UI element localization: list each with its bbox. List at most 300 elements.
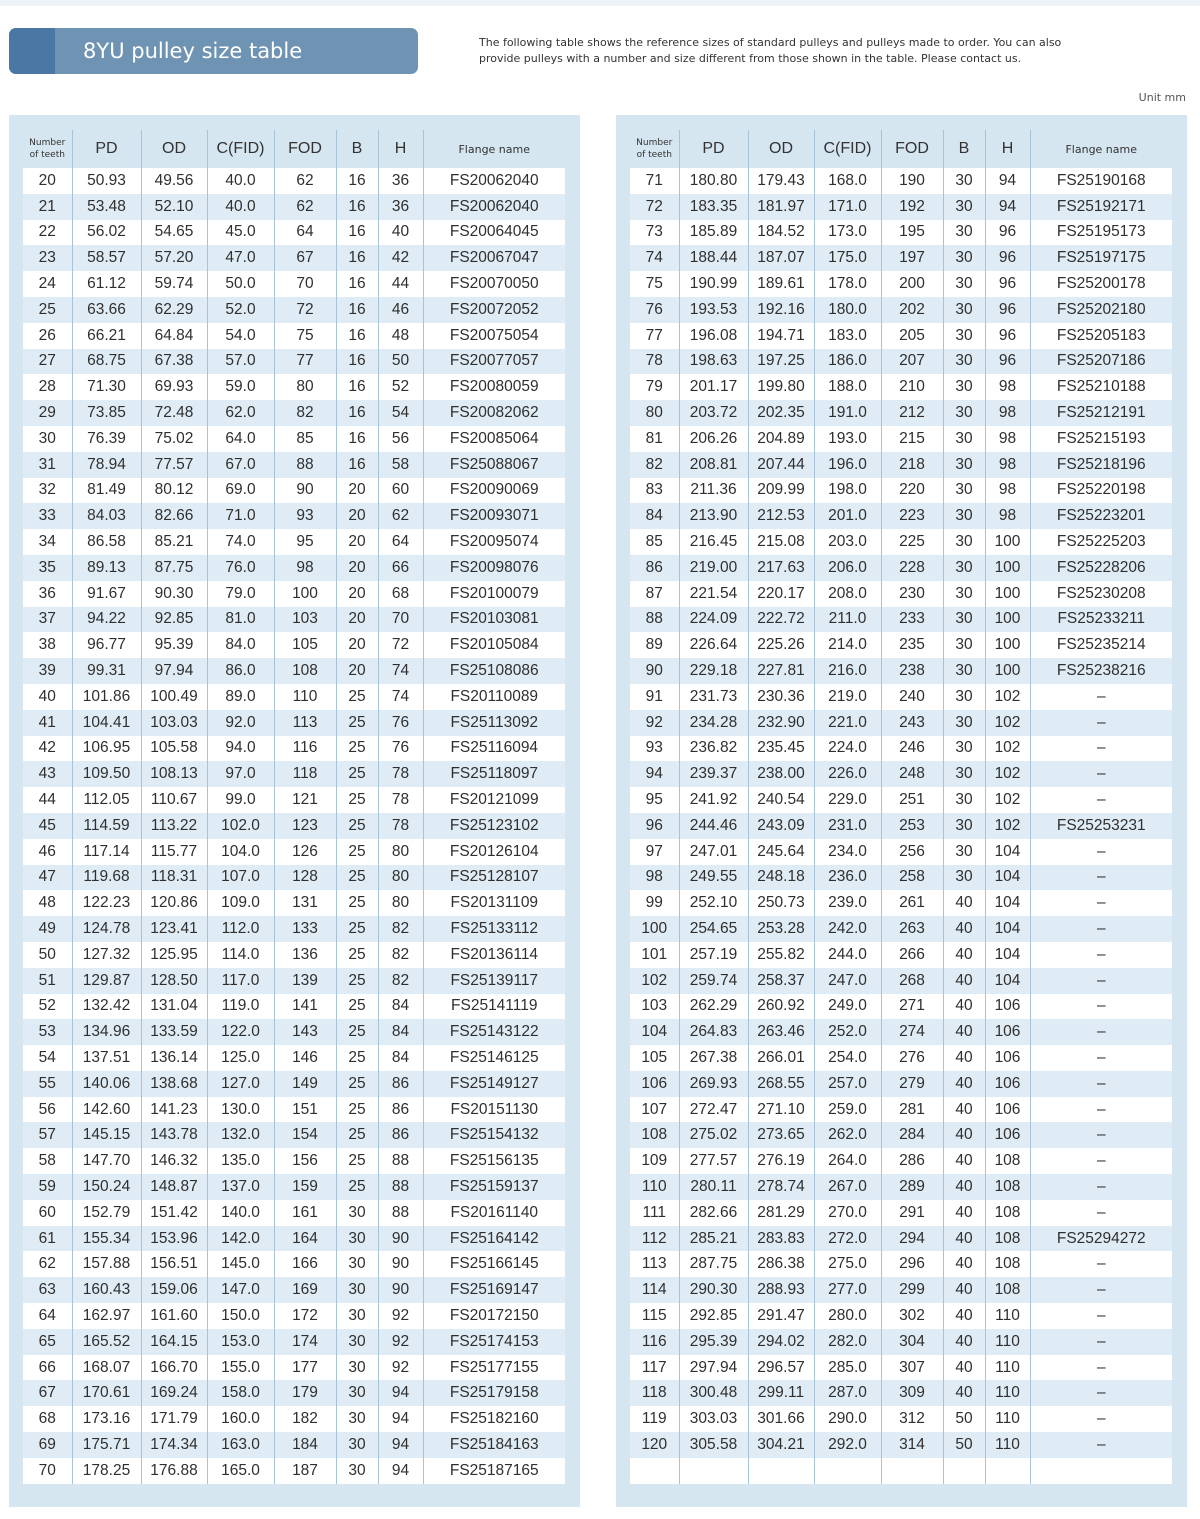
cell-b: 40 [943, 890, 985, 916]
cell-pd: 193.53 [679, 297, 748, 323]
cell-h: 76 [378, 710, 423, 736]
top-divider [0, 0, 1200, 6]
cell-h: 98 [985, 426, 1030, 452]
cell-teeth: 51 [23, 968, 72, 994]
cell-b: 25 [336, 787, 378, 813]
cell-pd: 112.05 [72, 787, 141, 813]
cell-pd: 287.75 [679, 1251, 748, 1277]
cell-cfid: 127.0 [207, 1071, 274, 1097]
cell-flange-name: – [1030, 839, 1172, 865]
cell-fod: 215 [881, 426, 943, 452]
cell-od: 301.66 [748, 1406, 814, 1432]
cell-h: 100 [985, 607, 1030, 633]
cell-fod: 149 [274, 1071, 336, 1097]
cell-flange-name: FS20090069 [423, 478, 565, 504]
cell-h: 96 [985, 271, 1030, 297]
cell-teeth: 104 [630, 1019, 679, 1045]
cell-pd: 145.15 [72, 1122, 141, 1148]
cell-pd: 285.21 [679, 1226, 748, 1252]
cell-cfid: 158.0 [207, 1380, 274, 1406]
cell-fod: 197 [881, 245, 943, 271]
cell-od: 87.75 [141, 555, 207, 581]
cell-fod: 90 [274, 478, 336, 504]
cell-od: 189.61 [748, 271, 814, 297]
empty-cell [943, 1458, 985, 1484]
cell-pd: 122.23 [72, 890, 141, 916]
cell-pd: 277.57 [679, 1148, 748, 1174]
cell-flange-name: – [1030, 1251, 1172, 1277]
table-row [23, 1251, 565, 1277]
cell-cfid: 239.0 [814, 890, 881, 916]
cell-teeth: 76 [630, 297, 679, 323]
cell-od: 113.22 [141, 813, 207, 839]
cell-pd: 282.66 [679, 1200, 748, 1226]
cell-cfid: 117.0 [207, 968, 274, 994]
cell-od: 304.21 [748, 1432, 814, 1458]
table-row [23, 529, 565, 555]
cell-od: 110.67 [141, 787, 207, 813]
cell-od: 151.42 [141, 1200, 207, 1226]
cell-teeth: 92 [630, 710, 679, 736]
cell-od: 141.23 [141, 1097, 207, 1123]
cell-od: 108.13 [141, 761, 207, 787]
cell-pd: 132.42 [72, 994, 141, 1020]
cell-fod: 116 [274, 736, 336, 762]
cell-pd: 56.02 [72, 220, 141, 246]
cell-fod: 207 [881, 349, 943, 375]
cell-od: 271.10 [748, 1097, 814, 1123]
cell-flange-name: FS25139117 [423, 968, 565, 994]
cell-b: 20 [336, 607, 378, 633]
cell-fod: 299 [881, 1277, 943, 1303]
cell-teeth: 84 [630, 503, 679, 529]
cell-od: 64.84 [141, 323, 207, 349]
cell-od: 125.95 [141, 942, 207, 968]
cell-pd: 53.48 [72, 194, 141, 220]
cell-od: 215.08 [748, 529, 814, 555]
cell-od: 227.81 [748, 658, 814, 684]
cell-fod: 184 [274, 1432, 336, 1458]
cell-flange-name: FS25294272 [1030, 1226, 1172, 1252]
cell-fod: 235 [881, 632, 943, 658]
cell-pd: 170.61 [72, 1380, 141, 1406]
cell-flange-name: FS20077057 [423, 349, 565, 375]
cell-cfid: 188.0 [814, 374, 881, 400]
cell-h: 94 [378, 1458, 423, 1484]
cell-od: 97.94 [141, 658, 207, 684]
cell-flange-name: FS20110089 [423, 684, 565, 710]
cell-pd: 297.94 [679, 1355, 748, 1381]
cell-od: 100.49 [141, 684, 207, 710]
cell-b: 20 [336, 581, 378, 607]
table-row [630, 1226, 1172, 1252]
cell-flange-name: FS25164142 [423, 1226, 565, 1252]
cell-pd: 229.18 [679, 658, 748, 684]
cell-fod: 289 [881, 1174, 943, 1200]
cell-od: 80.12 [141, 478, 207, 504]
cell-fod: 131 [274, 890, 336, 916]
cell-teeth: 74 [630, 245, 679, 271]
cell-teeth: 66 [23, 1355, 72, 1381]
cell-fod: 228 [881, 555, 943, 581]
table-row [23, 1071, 565, 1097]
table-row-empty [630, 1458, 1172, 1484]
cell-pd: 61.12 [72, 271, 141, 297]
table-row [23, 478, 565, 504]
cell-teeth: 116 [630, 1329, 679, 1355]
cell-h: 36 [378, 194, 423, 220]
table-row [23, 1019, 565, 1045]
cell-fod: 80 [274, 374, 336, 400]
cell-cfid: 257.0 [814, 1071, 881, 1097]
cell-teeth: 119 [630, 1406, 679, 1432]
cell-od: 49.56 [141, 168, 207, 194]
cell-h: 88 [378, 1200, 423, 1226]
cell-od: 82.66 [141, 503, 207, 529]
table-row [630, 1277, 1172, 1303]
cell-flange-name: FS25212191 [1030, 400, 1172, 426]
table-row [630, 581, 1172, 607]
cell-h: 110 [985, 1380, 1030, 1406]
cell-flange-name: FS20095074 [423, 529, 565, 555]
cell-b: 16 [336, 220, 378, 246]
cell-h: 98 [985, 503, 1030, 529]
cell-od: 212.53 [748, 503, 814, 529]
cell-cfid: 125.0 [207, 1045, 274, 1071]
header-fod: FOD [274, 130, 336, 168]
cell-pd: 160.43 [72, 1277, 141, 1303]
cell-fod: 276 [881, 1045, 943, 1071]
cell-fod: 258 [881, 865, 943, 891]
table-row [23, 555, 565, 581]
cell-b: 25 [336, 994, 378, 1020]
cell-teeth: 21 [23, 194, 72, 220]
cell-flange-name: – [1030, 787, 1172, 813]
cell-od: 67.38 [141, 349, 207, 375]
cell-fod: 284 [881, 1122, 943, 1148]
cell-fod: 220 [881, 478, 943, 504]
cell-od: 90.30 [141, 581, 207, 607]
table-row [630, 245, 1172, 271]
cell-fod: 133 [274, 916, 336, 942]
cell-teeth: 105 [630, 1045, 679, 1071]
cell-od: 171.79 [141, 1406, 207, 1432]
cell-h: 46 [378, 297, 423, 323]
cell-b: 25 [336, 1019, 378, 1045]
cell-teeth: 90 [630, 658, 679, 684]
cell-cfid: 282.0 [814, 1329, 881, 1355]
cell-pd: 114.59 [72, 813, 141, 839]
cell-flange-name: FS25154132 [423, 1122, 565, 1148]
cell-teeth: 29 [23, 400, 72, 426]
cell-teeth: 95 [630, 787, 679, 813]
cell-h: 94 [378, 1380, 423, 1406]
cell-flange-name: FS25169147 [423, 1277, 565, 1303]
cell-b: 30 [336, 1380, 378, 1406]
cell-fod: 240 [881, 684, 943, 710]
cell-h: 104 [985, 865, 1030, 891]
cell-od: 209.99 [748, 478, 814, 504]
cell-fod: 128 [274, 865, 336, 891]
cell-b: 30 [943, 710, 985, 736]
cell-cfid: 224.0 [814, 736, 881, 762]
cell-cfid: 122.0 [207, 1019, 274, 1045]
cell-cfid: 107.0 [207, 865, 274, 891]
cell-od: 123.41 [141, 916, 207, 942]
cell-pd: 292.85 [679, 1303, 748, 1329]
cell-h: 110 [985, 1329, 1030, 1355]
cell-pd: 183.35 [679, 194, 748, 220]
cell-pd: 198.63 [679, 349, 748, 375]
cell-cfid: 40.0 [207, 194, 274, 220]
cell-cfid: 275.0 [814, 1251, 881, 1277]
cell-flange-name: FS25116094 [423, 736, 565, 762]
cell-b: 20 [336, 555, 378, 581]
cell-b: 40 [943, 1122, 985, 1148]
cell-cfid: 104.0 [207, 839, 274, 865]
cell-pd: 129.87 [72, 968, 141, 994]
cell-flange-name: FS25205183 [1030, 323, 1172, 349]
cell-fod: 200 [881, 271, 943, 297]
cell-h: 94 [985, 168, 1030, 194]
cell-b: 40 [943, 1071, 985, 1097]
cell-cfid: 163.0 [207, 1432, 274, 1458]
cell-h: 96 [985, 245, 1030, 271]
cell-od: 276.19 [748, 1148, 814, 1174]
cell-flange-name: – [1030, 942, 1172, 968]
table-row [630, 813, 1172, 839]
cell-h: 92 [378, 1329, 423, 1355]
cell-flange-name: FS20172150 [423, 1303, 565, 1329]
table-row [23, 452, 565, 478]
cell-b: 25 [336, 1071, 378, 1097]
table-row [23, 1432, 565, 1458]
cell-b: 25 [336, 942, 378, 968]
cell-pd: 94.22 [72, 607, 141, 633]
cell-cfid: 191.0 [814, 400, 881, 426]
cell-teeth: 110 [630, 1174, 679, 1200]
cell-od: 161.60 [141, 1303, 207, 1329]
cell-cfid: 244.0 [814, 942, 881, 968]
cell-fod: 98 [274, 555, 336, 581]
cell-h: 106 [985, 1019, 1030, 1045]
cell-flange-name: – [1030, 1277, 1172, 1303]
cell-pd: 247.01 [679, 839, 748, 865]
cell-od: 169.24 [141, 1380, 207, 1406]
cell-pd: 196.08 [679, 323, 748, 349]
cell-cfid: 175.0 [814, 245, 881, 271]
cell-pd: 89.13 [72, 555, 141, 581]
cell-teeth: 56 [23, 1097, 72, 1123]
table-row [630, 942, 1172, 968]
cell-flange-name: FS25184163 [423, 1432, 565, 1458]
cell-teeth: 115 [630, 1303, 679, 1329]
cell-pd: 295.39 [679, 1329, 748, 1355]
cell-b: 30 [943, 684, 985, 710]
cell-od: 153.96 [141, 1226, 207, 1252]
cell-pd: 73.85 [72, 400, 141, 426]
cell-cfid: 254.0 [814, 1045, 881, 1071]
cell-flange-name: FS20064045 [423, 220, 565, 246]
cell-pd: 252.10 [679, 890, 748, 916]
cell-od: 128.50 [141, 968, 207, 994]
cell-pd: 244.46 [679, 813, 748, 839]
cell-od: 260.92 [748, 994, 814, 1020]
cell-pd: 216.45 [679, 529, 748, 555]
cell-cfid: 74.0 [207, 529, 274, 555]
table-row [23, 1097, 565, 1123]
cell-cfid: 150.0 [207, 1303, 274, 1329]
cell-cfid: 54.0 [207, 323, 274, 349]
cell-pd: 201.17 [679, 374, 748, 400]
table-row [23, 503, 565, 529]
cell-h: 42 [378, 245, 423, 271]
table-row [23, 890, 565, 916]
cell-od: 194.71 [748, 323, 814, 349]
cell-od: 266.01 [748, 1045, 814, 1071]
header-cfid: C(FID) [207, 130, 274, 168]
cell-pd: 254.65 [679, 916, 748, 942]
cell-pd: 206.26 [679, 426, 748, 452]
cell-flange-name: FS25220198 [1030, 478, 1172, 504]
cell-pd: 162.97 [72, 1303, 141, 1329]
table-row [630, 168, 1172, 194]
cell-b: 40 [943, 968, 985, 994]
cell-fod: 218 [881, 452, 943, 478]
table-row [630, 994, 1172, 1020]
cell-fod: 174 [274, 1329, 336, 1355]
table-row [630, 839, 1172, 865]
header-flange-name: Flange name [1030, 130, 1172, 168]
table-row [23, 245, 565, 271]
cell-fod: 253 [881, 813, 943, 839]
table-row [630, 400, 1172, 426]
cell-b: 40 [943, 994, 985, 1020]
cell-flange-name: FS25235214 [1030, 632, 1172, 658]
cell-h: 84 [378, 1045, 423, 1071]
cell-teeth: 50 [23, 942, 72, 968]
cell-teeth: 39 [23, 658, 72, 684]
cell-cfid: 59.0 [207, 374, 274, 400]
cell-b: 30 [943, 607, 985, 633]
cell-teeth: 72 [630, 194, 679, 220]
cell-teeth: 71 [630, 168, 679, 194]
cell-b: 40 [943, 1148, 985, 1174]
table-row [23, 942, 565, 968]
cell-flange-name: FS20121099 [423, 787, 565, 813]
cell-pd: 137.51 [72, 1045, 141, 1071]
table-row [630, 658, 1172, 684]
cell-teeth: 62 [23, 1251, 72, 1277]
cell-flange-name: FS25141119 [423, 994, 565, 1020]
cell-cfid: 132.0 [207, 1122, 274, 1148]
cell-od: 143.78 [141, 1122, 207, 1148]
cell-b: 30 [336, 1226, 378, 1252]
cell-h: 90 [378, 1251, 423, 1277]
cell-teeth: 45 [23, 813, 72, 839]
cell-cfid: 52.0 [207, 297, 274, 323]
cell-h: 78 [378, 761, 423, 787]
cell-od: 131.04 [141, 994, 207, 1020]
cell-od: 52.10 [141, 194, 207, 220]
cell-fod: 95 [274, 529, 336, 555]
cell-flange-name: FS25233211 [1030, 607, 1172, 633]
cell-h: 104 [985, 942, 1030, 968]
cell-flange-name: FS25123102 [423, 813, 565, 839]
cell-fod: 296 [881, 1251, 943, 1277]
cell-fod: 192 [881, 194, 943, 220]
cell-cfid: 47.0 [207, 245, 274, 271]
cell-h: 74 [378, 658, 423, 684]
cell-pd: 262.29 [679, 994, 748, 1020]
cell-pd: 203.72 [679, 400, 748, 426]
empty-cell [814, 1458, 881, 1484]
cell-cfid: 102.0 [207, 813, 274, 839]
cell-pd: 150.24 [72, 1174, 141, 1200]
cell-teeth: 25 [23, 297, 72, 323]
cell-pd: 178.25 [72, 1458, 141, 1484]
cell-fod: 246 [881, 736, 943, 762]
table-row [23, 1329, 565, 1355]
cell-teeth: 57 [23, 1122, 72, 1148]
cell-cfid: 280.0 [814, 1303, 881, 1329]
cell-fod: 93 [274, 503, 336, 529]
cell-flange-name: – [1030, 916, 1172, 942]
cell-pd: 91.67 [72, 581, 141, 607]
cell-od: 199.80 [748, 374, 814, 400]
cell-od: 207.44 [748, 452, 814, 478]
table-row [23, 736, 565, 762]
cell-od: 103.03 [141, 710, 207, 736]
cell-flange-name: – [1030, 710, 1172, 736]
cell-pd: 275.02 [679, 1122, 748, 1148]
cell-b: 30 [943, 555, 985, 581]
cell-pd: 140.06 [72, 1071, 141, 1097]
cell-h: 106 [985, 1045, 1030, 1071]
table-row [630, 1019, 1172, 1045]
cell-cfid: 142.0 [207, 1226, 274, 1252]
cell-h: 74 [378, 684, 423, 710]
cell-cfid: 62.0 [207, 400, 274, 426]
cell-pd: 101.86 [72, 684, 141, 710]
cell-od: 138.68 [141, 1071, 207, 1097]
cell-teeth: 88 [630, 607, 679, 633]
table-row [630, 632, 1172, 658]
cell-h: 96 [985, 349, 1030, 375]
cell-b: 30 [943, 529, 985, 555]
cell-teeth: 94 [630, 761, 679, 787]
table-row [630, 1303, 1172, 1329]
page-title: 8YU pulley size table [83, 39, 303, 63]
cell-cfid: 145.0 [207, 1251, 274, 1277]
cell-od: 245.64 [748, 839, 814, 865]
cell-flange-name: FS25190168 [1030, 168, 1172, 194]
cell-fod: 195 [881, 220, 943, 246]
cell-flange-name: FS25179158 [423, 1380, 565, 1406]
cell-h: 96 [985, 220, 1030, 246]
cell-b: 40 [943, 1303, 985, 1329]
cell-fod: 238 [881, 658, 943, 684]
cell-od: 136.14 [141, 1045, 207, 1071]
cell-fod: 64 [274, 220, 336, 246]
cell-b: 16 [336, 323, 378, 349]
cell-b: 30 [336, 1355, 378, 1381]
cell-b: 30 [943, 426, 985, 452]
cell-h: 50 [378, 349, 423, 375]
cell-h: 52 [378, 374, 423, 400]
cell-pd: 290.30 [679, 1277, 748, 1303]
cell-teeth: 87 [630, 581, 679, 607]
